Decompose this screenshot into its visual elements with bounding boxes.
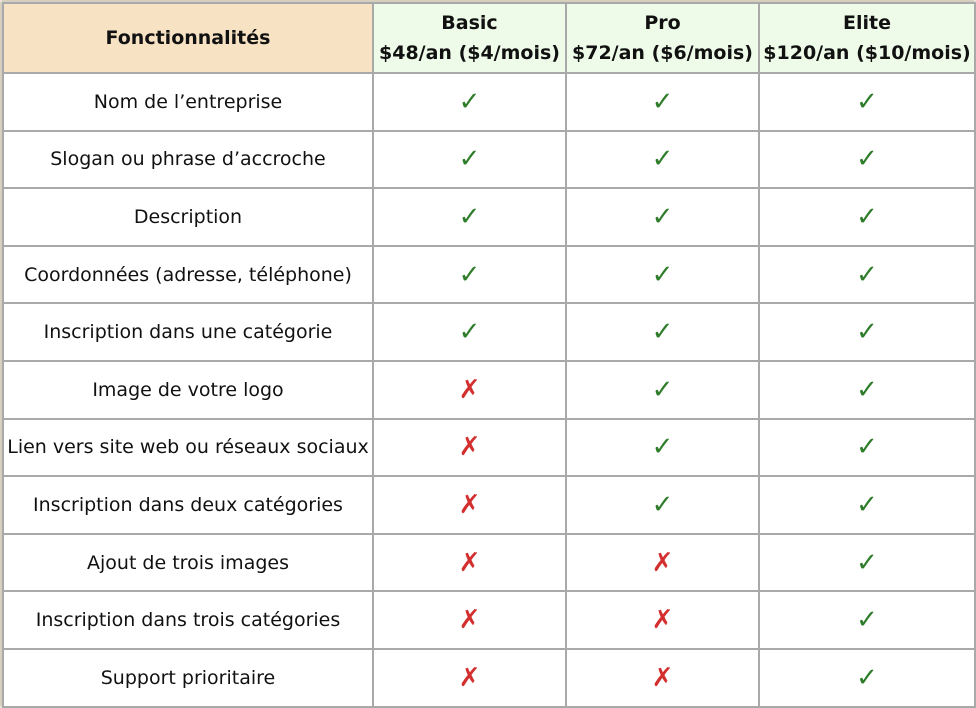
cross-icon: ✗ <box>373 534 566 592</box>
check-icon: ✓ <box>566 73 759 131</box>
table-body <box>3 73 975 707</box>
cross-icon: ✗ <box>566 591 759 649</box>
table-row <box>3 534 975 592</box>
feature-name: Description <box>3 188 373 246</box>
check-icon: ✓ <box>759 476 975 534</box>
check-icon: ✓ <box>373 246 566 304</box>
check-icon: ✓ <box>759 303 975 361</box>
plan-price: $120/an ($10/mois) <box>763 42 971 64</box>
check-icon: ✓ <box>566 419 759 477</box>
check-icon: ✓ <box>373 73 566 131</box>
check-icon: ✓ <box>759 246 975 304</box>
table-row <box>3 246 975 304</box>
cross-icon: ✗ <box>566 534 759 592</box>
cross-icon: ✗ <box>373 476 566 534</box>
feature-name: Inscription dans trois catégories <box>3 591 373 649</box>
check-icon: ✓ <box>759 591 975 649</box>
feature-name: Image de votre logo <box>3 361 373 419</box>
feature-name: Coordonnées (adresse, téléphone) <box>3 246 373 304</box>
plan-name: Basic <box>441 12 498 34</box>
feature-column-header: Fonctionnalités <box>3 3 373 73</box>
feature-name: Support prioritaire <box>3 649 373 707</box>
table-row <box>3 419 975 477</box>
check-icon: ✓ <box>373 131 566 189</box>
check-icon: ✓ <box>566 303 759 361</box>
feature-name: Ajout de trois images <box>3 534 373 592</box>
check-icon: ✓ <box>566 131 759 189</box>
feature-name: Nom de l’entreprise <box>3 73 373 131</box>
check-icon: ✓ <box>759 419 975 477</box>
plan-header-basic <box>373 3 566 73</box>
plan-header-pro <box>566 3 759 73</box>
check-icon: ✓ <box>759 131 975 189</box>
check-icon: ✓ <box>373 188 566 246</box>
table-header-row <box>3 3 975 73</box>
cross-icon: ✗ <box>373 591 566 649</box>
cross-icon: ✗ <box>566 649 759 707</box>
feature-name: Lien vers site web ou réseaux sociaux <box>3 419 373 477</box>
table-row <box>3 73 975 131</box>
feature-name: Inscription dans une catégorie <box>3 303 373 361</box>
feature-name: Inscription dans deux catégories <box>3 476 373 534</box>
table-row <box>3 361 975 419</box>
table-row <box>3 476 975 534</box>
feature-name: Slogan ou phrase d’accroche <box>3 131 373 189</box>
cross-icon: ✗ <box>373 361 566 419</box>
plan-price: $72/an ($6/mois) <box>572 42 753 64</box>
table-row <box>3 649 975 707</box>
cross-icon: ✗ <box>373 649 566 707</box>
table-row <box>3 303 975 361</box>
check-icon: ✓ <box>566 476 759 534</box>
check-icon: ✓ <box>759 361 975 419</box>
table-row <box>3 131 975 189</box>
check-icon: ✓ <box>566 246 759 304</box>
check-icon: ✓ <box>759 188 975 246</box>
check-icon: ✓ <box>566 188 759 246</box>
check-icon: ✓ <box>373 303 566 361</box>
table-row <box>3 591 975 649</box>
plan-name: Elite <box>843 12 891 34</box>
plan-header-elite <box>759 3 975 73</box>
cross-icon: ✗ <box>373 419 566 477</box>
plan-price: $48/an ($4/mois) <box>379 42 560 64</box>
check-icon: ✓ <box>759 534 975 592</box>
table-row <box>3 188 975 246</box>
pricing-comparison-table <box>2 2 976 708</box>
check-icon: ✓ <box>566 361 759 419</box>
check-icon: ✓ <box>759 649 975 707</box>
plan-name: Pro <box>644 12 681 34</box>
check-icon: ✓ <box>759 73 975 131</box>
